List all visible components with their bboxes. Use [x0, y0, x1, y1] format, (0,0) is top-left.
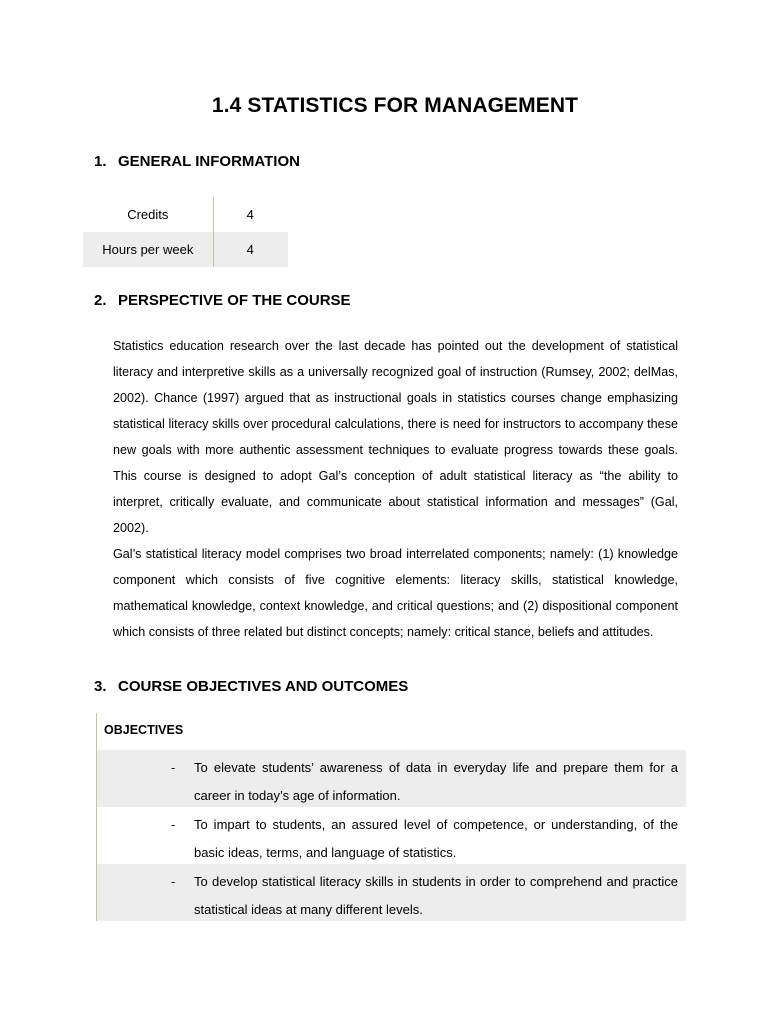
- table-row: [83, 232, 288, 267]
- bullet-dash: -: [171, 817, 176, 832]
- objective-text: To elevate students’ awareness of data in everyday life and prepare them for a career in today’s age of information.: [194, 760, 678, 803]
- list-item: [97, 750, 686, 807]
- bullet-dash: -: [171, 760, 176, 775]
- perspective-paragraph: Gal’s statistical literacy model comprises two broad interrelated components; namely: (1) knowledge component which consists of five cognitive elements: literacy skills, statistical knowledge, mathematical knowledge, context knowledge, and critical questions; and (2) dispositional component which consists of three related but distinct concepts; namely: critical stance, beliefs and attitudes.: [113, 547, 678, 639]
- objective-text: To impart to students, an assured level of competence, or understanding, of the basic ideas, terms, and language of statistics.: [194, 817, 678, 860]
- general-information-table: [83, 197, 288, 267]
- section-heading-perspective: [94, 292, 351, 309]
- section-number: 2.: [94, 292, 107, 309]
- section-number: 3.: [94, 678, 107, 695]
- section-number: 1.: [94, 153, 107, 170]
- section-heading-general-information: [94, 153, 300, 170]
- list-item: [97, 807, 686, 864]
- bullet-dash: -: [171, 874, 176, 889]
- section-title: GENERAL INFORMATION: [118, 153, 300, 170]
- table-row: [83, 197, 288, 232]
- objectives-label: OBJECTIVES: [104, 723, 184, 737]
- objectives-table: [96, 713, 686, 921]
- perspective-paragraph: Statistics education research over the last decade has pointed out the development of statistical literacy and interpretive skills as a universally recognized goal of instruction (Rumsey, 2002; delMas, 2002). Chance (1997) argued that as instructional goals in statistics courses change emphasizing statistical literacy skills over procedural calculations, there is need for instructors to accompany these new goals with more authentic assessment techniques to evaluate progress towards these goals. This course is designed to adopt Gal’s conception of adult statistical literacy as “the ability to interpret, critically evaluate, and communicate about statistical information and messages” (Gal, 2002).: [113, 339, 678, 535]
- section-title: COURSE OBJECTIVES AND OUTCOMES: [118, 678, 409, 695]
- credits-label: Credits: [83, 197, 213, 232]
- hours-per-week-label: Hours per week: [83, 232, 213, 267]
- objective-text: To develop statistical literacy skills in students in order to comprehend and practice statistical ideas at many different levels.: [194, 874, 678, 917]
- section-heading-objectives: [94, 678, 408, 695]
- hours-per-week-value: 4: [213, 232, 288, 267]
- section-title: PERSPECTIVE OF THE COURSE: [118, 292, 351, 309]
- credits-value: 4: [246, 207, 254, 222]
- list-item: [97, 864, 686, 921]
- perspective-text: [113, 333, 678, 645]
- page-title: 1.4 STATISTICS FOR MANAGEMENT: [211, 94, 579, 117]
